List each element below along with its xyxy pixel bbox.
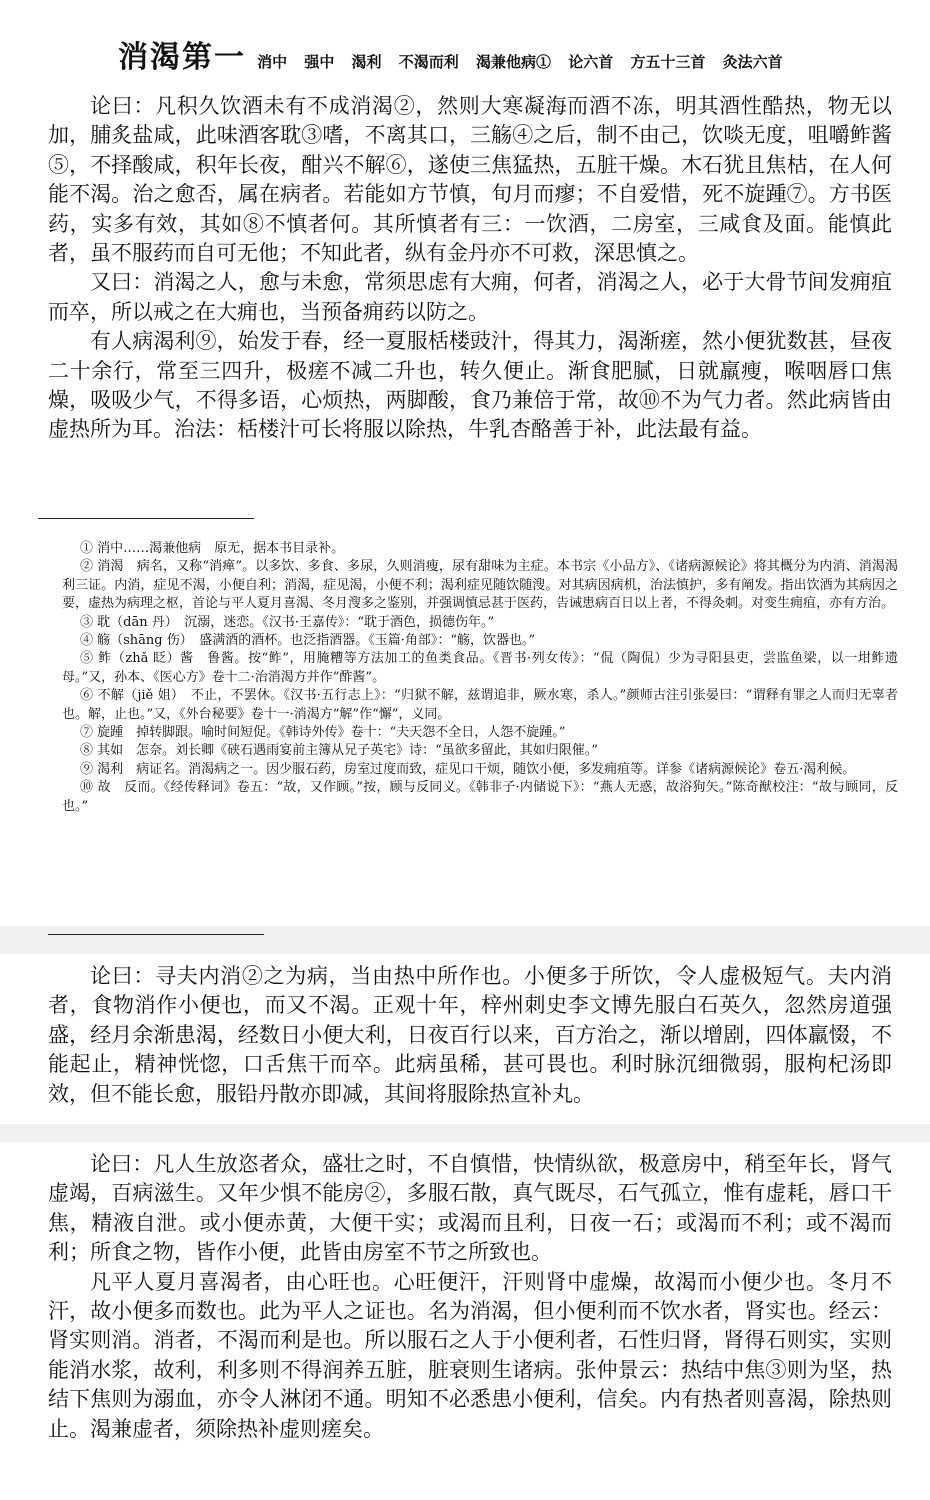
paragraph: 凡平人夏月喜渴者，由心旺也。心旺便汗，汗则肾中虚燥，故渴而小便少也。冬月不汗，故小便多而数也。此为平人之证也。名为消渴，但小便利而不饮水者，肾实也。经云：肾实则消。消者，不渴而利是也。所以服石之人于小便利者，石性归肾，肾得石则实，实则能消水浆，故利，利多则不得润养五脏，脏衰则生诸病。张仲景云：热结中焦③则为坚，热结下焦则为溺血，亦令人淋闭不通。明知不必悉患小便利，信矣。内有热者则喜渴，除热则止。渴兼虚者，须除热补虚则瘥矣。	[48, 1269, 892, 1441]
header	[118, 32, 783, 76]
paragraph: 论曰：凡积久饮酒未有不成消渴②，然则大寒凝海而酒不冻，明其酒性酷热，物无以加，脯炙盐咸，此味酒客耽③嗜，不离其口，三觞④之后，制不由己，饮啖无度，咀嚼鲊酱⑤，不择酸咸，积年长夜，酣兴不解⑥，遂使三焦猛热，五脏干燥。木石犹且焦枯，在人何能不渴。治之愈否，属在病者。若能如方节慎，旬月而瘳；不自爱惜，死不旋踵⑦。方书医药，实多有效，其如⑧不慎者何。其所慎者有三：一饮酒，二房室，三咸食及面。能慎此者，虽不服药而自可无他；不知此者，纵有金丹亦不可救，深思慎之。	[48, 94, 892, 266]
section-3	[48, 1150, 892, 1444]
footnote: ④ 觞（shāng 伤） 盛满酒的酒杯。也泛指酒器。《玉篇·角部》：“觞，饮器也。”	[80, 633, 536, 649]
footnote: ⑦ 旋踵 掉转脚跟。喻时间短促。《韩诗外传》卷十：“夫天怨不全日，人怨不旋踵。”	[80, 725, 566, 741]
page-title: 消渴第一	[118, 40, 246, 75]
footnote: ⑨ 渴利 病证名。消渴病之一。因少服石药，房室过度而致，症见口干烦，随饮小便，多发痈疽等。详参《诸病源候论》卷五·渴利候。	[80, 761, 856, 777]
footnote: ⑧ 其如 怎奈。刘长卿《硖石遇雨宴前主簿从兄子英宅》诗：“虽欲多留此，其如归限催。”	[80, 743, 598, 759]
paragraph: 论曰：寻夫内消②之为病，当由热中所作也。小便多于所饮，令人虚极短气。夫内消者，食物消作小便也，而又不渴。正观十年，梓州刺史李文博先服白石英久，忽然房道强盛，经月余渐患渴，经数日小便大利，日夜百行以来，百方治之，渐以增剧，四体羸惙，不能起止，精神恍惚，口舌焦干而卒。此病虽稀，甚可畏也。利时脉沉细微弱，服枸杞汤即效，但不能长愈，服铅丹散亦即减，其间将服除热宣补丸。	[48, 964, 892, 1106]
footnote-divider	[38, 518, 254, 519]
page-subtitle: 消中 强中 渴利 不渴而利 渴兼他病① 论六首 方五十三首 灸法六首	[257, 53, 783, 71]
paragraph: 有人病渴利⑨，始发于春，经一夏服栝楼豉汁，得其力，渴渐瘥，然小便犹数甚，昼夜二十余行，常至三四升，极瘥不减二升也，转久便止。渐食肥腻，日就羸瘦，喉咽唇口焦燥，吸吸少气，不得多语，心烦热，两脚酸，食乃兼倍于常，故⑩不为气力者。然此病皆由虚热所为耳。治法：栝楼汁可长将服以除热，牛乳杏酪善于补，此法最有益。	[48, 329, 892, 442]
page-gap-band	[0, 926, 930, 954]
section-1	[48, 92, 892, 445]
footnote: ⑩ 故 反而。《经传释词》卷五：“故，又作顾。”按，顾与反同义。《韩非子·内储说下》：“燕人无惑，故浴狗矢。”陈奇猷校注：“故与顾同，反也。”	[62, 780, 898, 814]
footnote: ③ 耽（dān 丹） 沉溺，迷恋。《汉书·王嘉传》：“耽于酒色，损德伤年。”	[80, 614, 495, 630]
page-gap-band	[0, 1124, 930, 1142]
footnote: ① 消中……渴兼他病 原无，据本书目录补。	[80, 541, 345, 556]
footnote: ⑥ 不解（jiě 姐） 不止，不罢休。《汉书·五行志上》：“归狱不解，兹谓追非，厥水寒，杀人。”颜师古注引张晏曰：“谓释有罪之人而归无辜者也。解，止也。”又，《外台秘要》卷十一·消渴方“解”作“懈”，义同。	[62, 688, 898, 722]
footnotes	[62, 540, 898, 816]
section-2	[48, 962, 892, 1109]
section-divider	[48, 934, 264, 935]
footnote: ⑤ 鲊（zhǎ 眨）酱 鲁酱。按“鲊”，用腌糟等方法加工的鱼类食品。《晋书·列女传》：“侃（陶侃）少为寻阳县吏，尝监鱼梁，以一坩鲊遗母。”又，孙本、《医心方》卷十二·治消渴方并作“酢酱”。	[62, 651, 898, 685]
paragraph: 论曰：凡人生放恣者众，盛壮之时，不自慎惜，快情纵欲，极意房中，稍至年长，肾气虚竭，百病滋生。又年少惧不能房②，多服石散，真气既尽，石气孤立，惟有虚耗，唇口干焦，精液自泄。或小便赤黄，大便干实；或渴而且利，日夜一石；或渴而不利；或不渴而利；所食之物，皆作小便，此皆由房室不节之所致也。	[48, 1152, 892, 1265]
paragraph: 又曰：消渴之人，愈与未愈，常须思虑有大痈，何者，消渴之人，必于大骨节间发痈疽而卒，所以戒之在大痈也，当预备痈药以防之。	[48, 270, 892, 324]
footnote: ② 消渴 病名，又称“消瘅”。以多饮、多食、多尿，久则消瘦，尿有甜味为主症。本书宗《小品方》、《诸病源候论》将其概分为内消、消渴渴利三证。内消，症见不渴，小便自利；消渴，症见渴，小便不利；渴利症见随饮随溲。对其病因病机，治法慎护，多有阐发。指出饮酒为其病因之要，虚热为病理之枢，首论与平人夏月喜渴、冬月溲多之鉴别，并强调慎忌甚于医药，告诫患病百日以上者，不得灸刺。对变生痈疽，亦有方治。	[62, 559, 898, 612]
